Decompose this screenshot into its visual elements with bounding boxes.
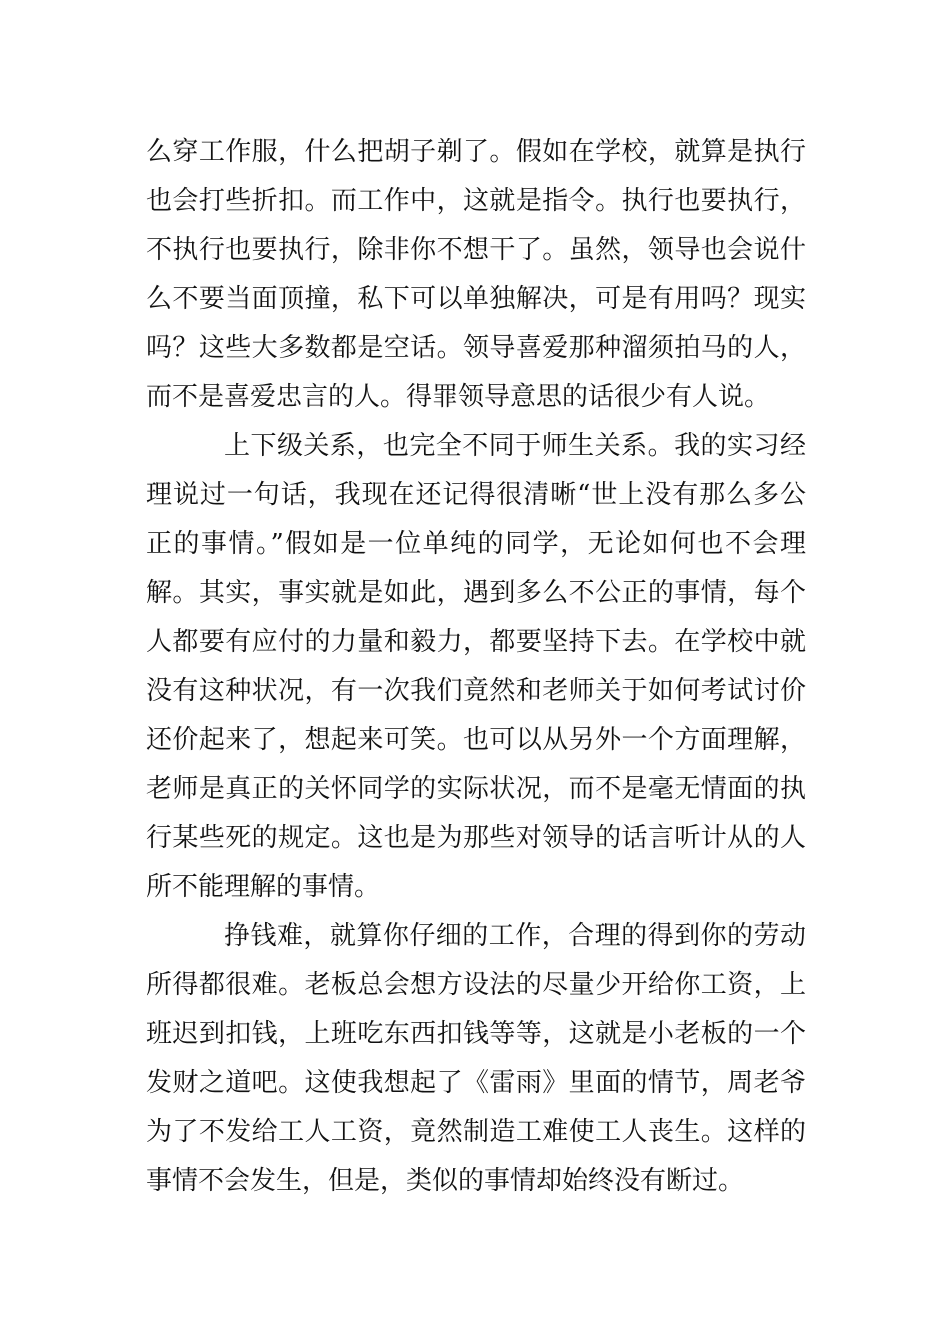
text-line: 行某些死的规定。这也是为那些对领导的话言听计从的人 — [146, 823, 806, 853]
text-line: 为了不发给工人工资，竟然制造工难使工人丧生。这样的 — [146, 1117, 806, 1147]
text-line: 不执行也要执行，除非你不想干了。虽然，领导也会说什 — [146, 235, 806, 265]
text-line: 还价起来了，想起来可笑。也可以从另外一个方面理解， — [146, 725, 806, 755]
text-line: 上下级关系，也完全不同于师生关系。我的实习经 — [224, 431, 806, 461]
paragraph — [146, 128, 806, 422]
text-line: 人都要有应付的力量和毅力，都要坚持下去。在学校中就 — [146, 627, 806, 657]
text-line: 正的事情。”假如是一位单纯的同学，无论如何也不会理 — [146, 529, 806, 559]
text-line: 发财之道吧。这使我想起了《雷雨》里面的情节，周老爷 — [146, 1068, 806, 1098]
text-line: 挣钱难，就算你仔细的工作，合理的得到你的劳动 — [224, 921, 806, 951]
document-body — [146, 128, 806, 1206]
text-line: 所得都很难。老板总会想方设法的尽量少开给你工资，上 — [146, 970, 806, 1000]
text-line: 吗？这些大多数都是空话。领导喜爱那种溜须拍马的人， — [146, 333, 806, 363]
paragraph — [146, 422, 806, 912]
text-line: 理说过一句话，我现在还记得很清晰“世上没有那么多公 — [146, 480, 806, 510]
text-line: 事情不会发生，但是，类似的事情却始终没有断过。 — [146, 1166, 745, 1196]
text-line: 解。其实，事实就是如此，遇到多么不公正的事情，每个 — [146, 578, 806, 608]
text-line: 没有这种状况，有一次我们竟然和老师关于如何考试讨价 — [146, 676, 806, 706]
text-line: 么不要当面顶撞，私下可以单独解决，可是有用吗？现实 — [146, 284, 806, 314]
text-line: 班迟到扣钱，上班吃东西扣钱等等，这就是小老板的一个 — [146, 1019, 806, 1049]
text-line: 也会打些折扣。而工作中，这就是指令。执行也要执行， — [146, 186, 806, 216]
text-line: 老师是真正的关怀同学的实际状况，而不是毫无情面的执 — [146, 774, 806, 804]
text-line: 所不能理解的事情。 — [146, 872, 381, 902]
paragraph — [146, 912, 806, 1206]
text-line: 而不是喜爱忠言的人。得罪领导意思的话很少有人说。 — [146, 382, 771, 412]
text-line: 么穿工作服，什么把胡子剃了。假如在学校，就算是执行 — [146, 137, 806, 167]
